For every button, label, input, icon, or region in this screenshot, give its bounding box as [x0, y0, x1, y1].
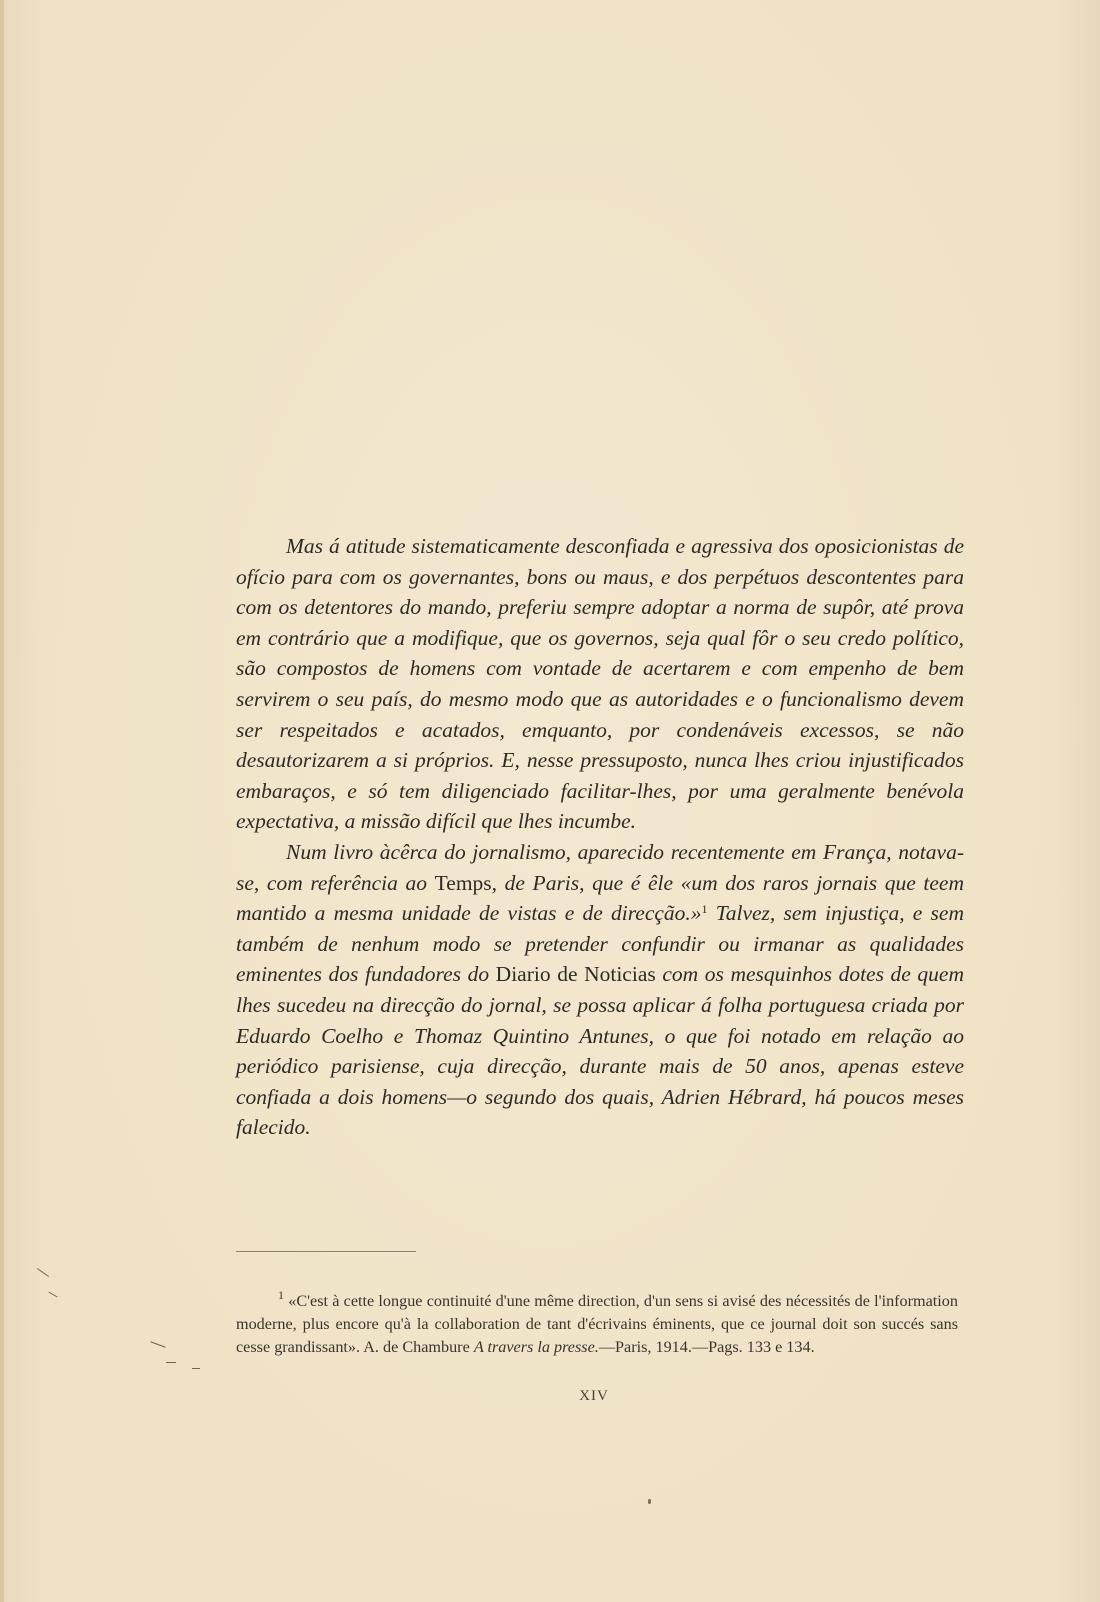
paragraph-2	[236, 837, 964, 1143]
footnote-book-title: A travers la presse.	[473, 1338, 599, 1356]
footnote-marker: 1	[278, 1288, 284, 1302]
paragraph-1	[236, 531, 964, 837]
margin-mark	[150, 1341, 165, 1347]
newspaper-title-temps: Temps	[434, 870, 492, 895]
page-number: XIV	[579, 1388, 609, 1404]
newspaper-title-diario: Diario de Noticias	[495, 962, 656, 987]
margin-mark	[166, 1362, 176, 1363]
margin-mark	[192, 1368, 200, 1369]
paragraph-2-text-a: Num livro àcêrca do jornalismo, aparecido recentemente em França, notava-se, com referência ao	[236, 839, 964, 895]
paper-speck	[648, 1499, 651, 1504]
page-left-edge	[0, 0, 4, 1602]
paragraph-2-text-b: , de Paris, que é êle «um dos raros jornais que teem mantido a mesma unidade de vistas e de direcção.»	[236, 870, 964, 926]
footnote-divider	[236, 1251, 416, 1252]
margin-mark	[37, 1268, 49, 1277]
paragraph-2-text-d: com os mesquinhos dotes de quem lhes sucedeu na direcção do jornal, se possa aplicar á folha portuguesa criada por Eduardo Coelho e Thomaz Quintino Antunes, o que foi notado em relação ao periódico parisiense, cuja direcção, durante mais de 50 anos, apenas esteve confiada a dois homens—o segundo dos quais, Adrien Hébrard, há poucos meses falecido.	[236, 962, 964, 1140]
paragraph-1-text: Mas á atitude sistematicamente desconfiada e agressiva dos oposicionistas de ofício para com os governantes, bons ou maus, e dos perpétuos descontentes para com os detentores do mando, preferiu sempre adoptar a norma de supôr, até prova em contrário que a modifique, que os governos, seja qual fôr o seu credo político, são compostos de homens com vontade de acertarem e com empenho de bem servirem o seu país, do mesmo modo que as autoridades e o funcionalismo devem ser respeitados e acatados, emquanto, por condenáveis excessos, se não desautorizarem a si próprios. E, nesse pressuposto, nunca lhes criou injustificados embaraços, e só tem diligenciado facilitar-lhes, por uma geralmente benévola expectativa, a missão difícil que lhes incumbe.	[236, 534, 964, 834]
footnote-reference: 1	[701, 902, 708, 917]
footnote-citation: —Paris, 1914.—Pags. 133 e 134.	[598, 1338, 815, 1356]
margin-mark	[48, 1292, 57, 1298]
footnote-text: «C'est à cette longue continuité d'une même direction, d'un sens si avisé des nécessités de l'information moderne, plus encore qu'à la collaboration de tant d'écrivains éminents, que ce journal doit son succés sans cesse grandissant». A. de Chambure	[236, 1292, 958, 1356]
paragraph-2-text-c: Talvez, sem injustiça, e sem também de nenhum modo se pretender confundir ou irmanar as qualidades eminentes dos fundadores do	[236, 901, 964, 987]
footnote	[236, 1290, 958, 1359]
body-text	[236, 531, 964, 1143]
